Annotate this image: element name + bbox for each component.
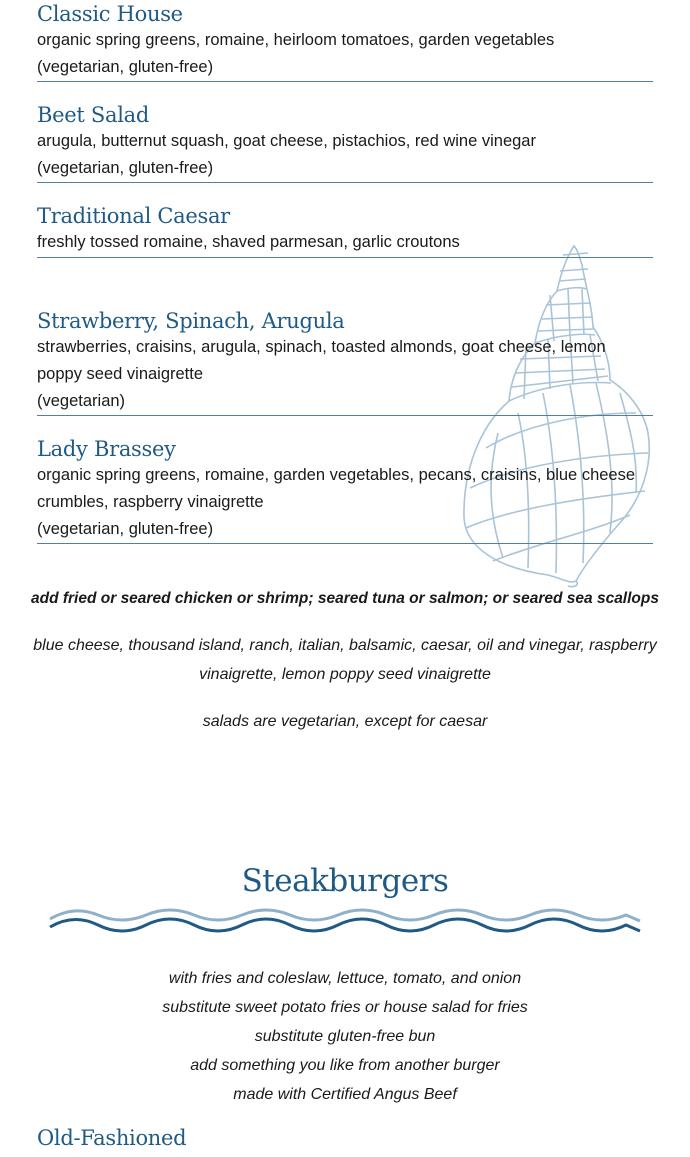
item-title-old-fashioned: Old-Fashioned (37, 1126, 187, 1150)
addons-note: add fried or seared chicken or shrimp; seared tuna or salmon; or seared sea scallops (31, 590, 659, 607)
item-title: Strawberry, Spinach, Arugula (37, 309, 345, 333)
item-description: strawberries, craisins, arugula, spinach, toasted almonds, goat cheese, lemon (37, 338, 606, 356)
burger-note: substitute gluten-free bun (254, 1028, 436, 1045)
item-title: Beet Salad (37, 103, 149, 127)
item-description: freshly tossed romaine, shaved parmesan, garlic croutons (37, 233, 460, 251)
menu-item-lady-brassey (37, 435, 653, 544)
dressings-note-line1: blue cheese, thousand island, ranch, italian, balsamic, caesar, oil and vinegar, raspberry (33, 637, 657, 654)
burger-note: made with Certified Angus Beef (233, 1086, 457, 1103)
menu-item-classic-house (37, 0, 653, 82)
vegetarian-note: salads are vegetarian, except for caesar (202, 713, 488, 730)
item-title: Lady Brassey (37, 437, 176, 461)
item-description-continued: crumbles, raspberry vinaigrette (37, 493, 264, 511)
burger-note: with fries and coleslaw, lettuce, tomato, and onion (168, 970, 522, 987)
steakburger-notes (0, 964, 690, 1109)
item-description-continued: poppy seed vinaigrette (37, 365, 204, 383)
item-dietary-note: (vegetarian, gluten-free) (37, 58, 214, 76)
menu-item-beet-salad (37, 101, 653, 183)
item-title: Traditional Caesar (37, 204, 230, 228)
item-description: arugula, butternut squash, goat cheese, pistachios, red wine vinegar (37, 132, 536, 150)
dressings-note-line2: vinaigrette, lemon poppy seed vinaigrette (199, 666, 491, 683)
item-description: organic spring greens, romaine, garden vegetables, pecans, craisins, blue cheese (37, 466, 636, 484)
wave-divider-icon (48, 905, 642, 943)
menu-item-strawberry-spinach-arugula (37, 307, 653, 416)
item-title: Classic House (37, 2, 183, 26)
burger-note: substitute sweet potato fries or house salad for fries (162, 999, 528, 1016)
burger-note: add something you like from another burger (190, 1057, 500, 1074)
item-dietary-note: (vegetarian) (37, 392, 126, 410)
section-title-steakburgers: Steakburgers (241, 863, 449, 899)
item-description: organic spring greens, romaine, heirloom tomatoes, garden vegetables (37, 31, 555, 49)
item-dietary-note: (vegetarian, gluten-free) (37, 520, 214, 538)
menu-item-traditional-caesar (37, 202, 653, 258)
item-dietary-note: (vegetarian, gluten-free) (37, 159, 214, 177)
